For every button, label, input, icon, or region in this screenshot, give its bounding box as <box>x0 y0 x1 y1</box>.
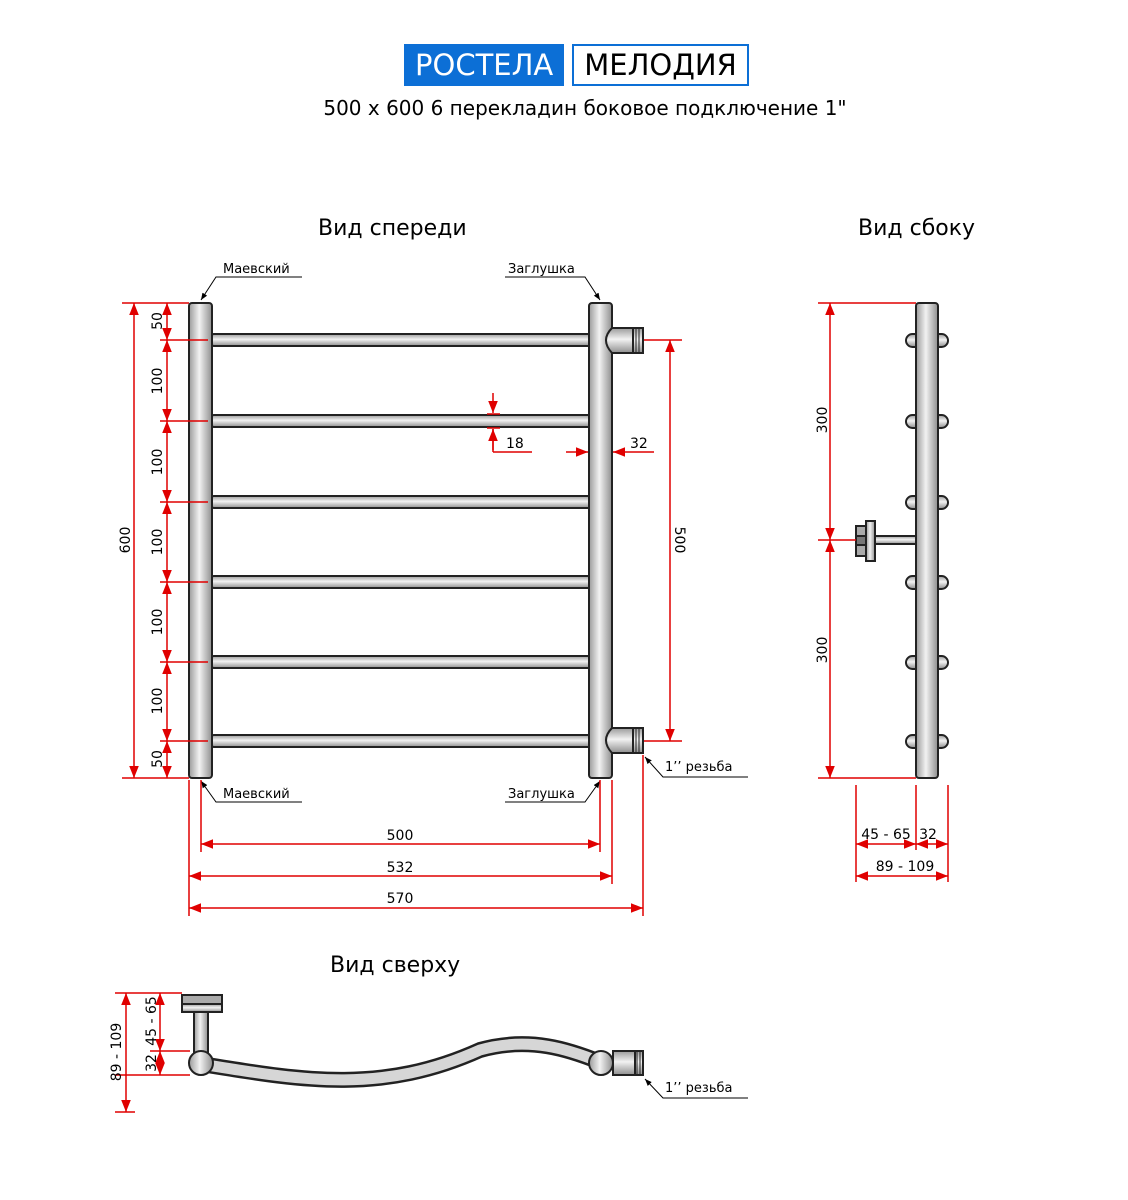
dim-top-pipe: 32 <box>144 1054 160 1072</box>
dim-side-lower: 300 <box>815 636 831 664</box>
towel-rungs <box>208 334 594 747</box>
top-label-thread <box>645 1079 748 1098</box>
brand-model: МЕЛОДИЯ <box>572 44 748 86</box>
dim-width-500: 500 <box>386 828 414 844</box>
svg-text:Маевский: Маевский <box>223 787 290 802</box>
curved-bar <box>201 1044 600 1080</box>
dim-height-600: 600 <box>118 526 134 554</box>
side-view <box>815 303 948 882</box>
dim-pipe-diameter: 32 <box>630 436 648 452</box>
label-bleeder-top <box>201 262 302 300</box>
svg-text:Заглушка: Заглушка <box>508 787 575 802</box>
label-thread <box>645 757 748 777</box>
dim-step-4: 100 <box>150 608 166 636</box>
bottom-connector <box>606 728 643 753</box>
top-connector-end <box>589 1051 643 1075</box>
rung-3 <box>208 496 594 508</box>
dim-step-2: 100 <box>150 448 166 476</box>
top-wall-bracket <box>182 995 222 1054</box>
dim-step-3: 100 <box>150 528 166 556</box>
rung-4 <box>208 576 594 588</box>
dim-step-5: 100 <box>150 687 166 715</box>
wall-bracket <box>856 521 916 561</box>
label-plug-top <box>505 262 600 300</box>
top-view-title: Вид сверху <box>330 953 461 978</box>
label-plug-bottom <box>505 781 600 802</box>
product-subtitle: 500 x 600 6 перекладин боковое подключение 1" <box>323 96 847 120</box>
left-collector <box>189 303 212 778</box>
front-view-title: Вид спереди <box>318 216 467 241</box>
top-view <box>109 993 748 1112</box>
top-connector <box>606 328 643 353</box>
rung-5 <box>208 656 594 668</box>
dim-side-total: 89 - 109 <box>875 859 935 875</box>
side-collector <box>916 303 938 778</box>
dim-top-offset: 45 - 65 <box>144 996 160 1046</box>
svg-text:Маевский: Маевский <box>223 262 290 277</box>
brand-series: РОСТЕЛА <box>404 44 564 86</box>
svg-text:1’’ резьба: 1’’ резьба <box>665 760 733 775</box>
dim-step-1: 100 <box>150 367 166 395</box>
dim-bottom-gap: 50 <box>150 750 166 768</box>
svg-text:Заглушка: Заглушка <box>508 262 575 277</box>
dim-top-total: 89 - 109 <box>109 1022 125 1082</box>
dim-top-gap: 50 <box>150 312 166 330</box>
dim-side-upper: 300 <box>815 406 831 434</box>
left-collector-section <box>189 1051 213 1075</box>
dim-width-570: 570 <box>386 891 414 907</box>
rung-2 <box>208 415 594 427</box>
dim-width-532: 532 <box>386 860 414 876</box>
rung-1 <box>208 334 594 346</box>
dim-axis-500: 500 <box>671 526 687 554</box>
dim-side-pipe: 32 <box>919 827 937 843</box>
rung-6 <box>208 735 594 747</box>
side-view-title: Вид сбоку <box>858 216 976 241</box>
dim-bar-diameter: 18 <box>506 436 524 452</box>
front-view <box>118 262 748 916</box>
right-collector <box>589 303 612 778</box>
svg-text:1’’ резьба: 1’’ резьба <box>665 1081 733 1096</box>
dim-side-offset: 45 - 65 <box>861 827 911 843</box>
label-bleeder-bottom <box>201 781 302 802</box>
